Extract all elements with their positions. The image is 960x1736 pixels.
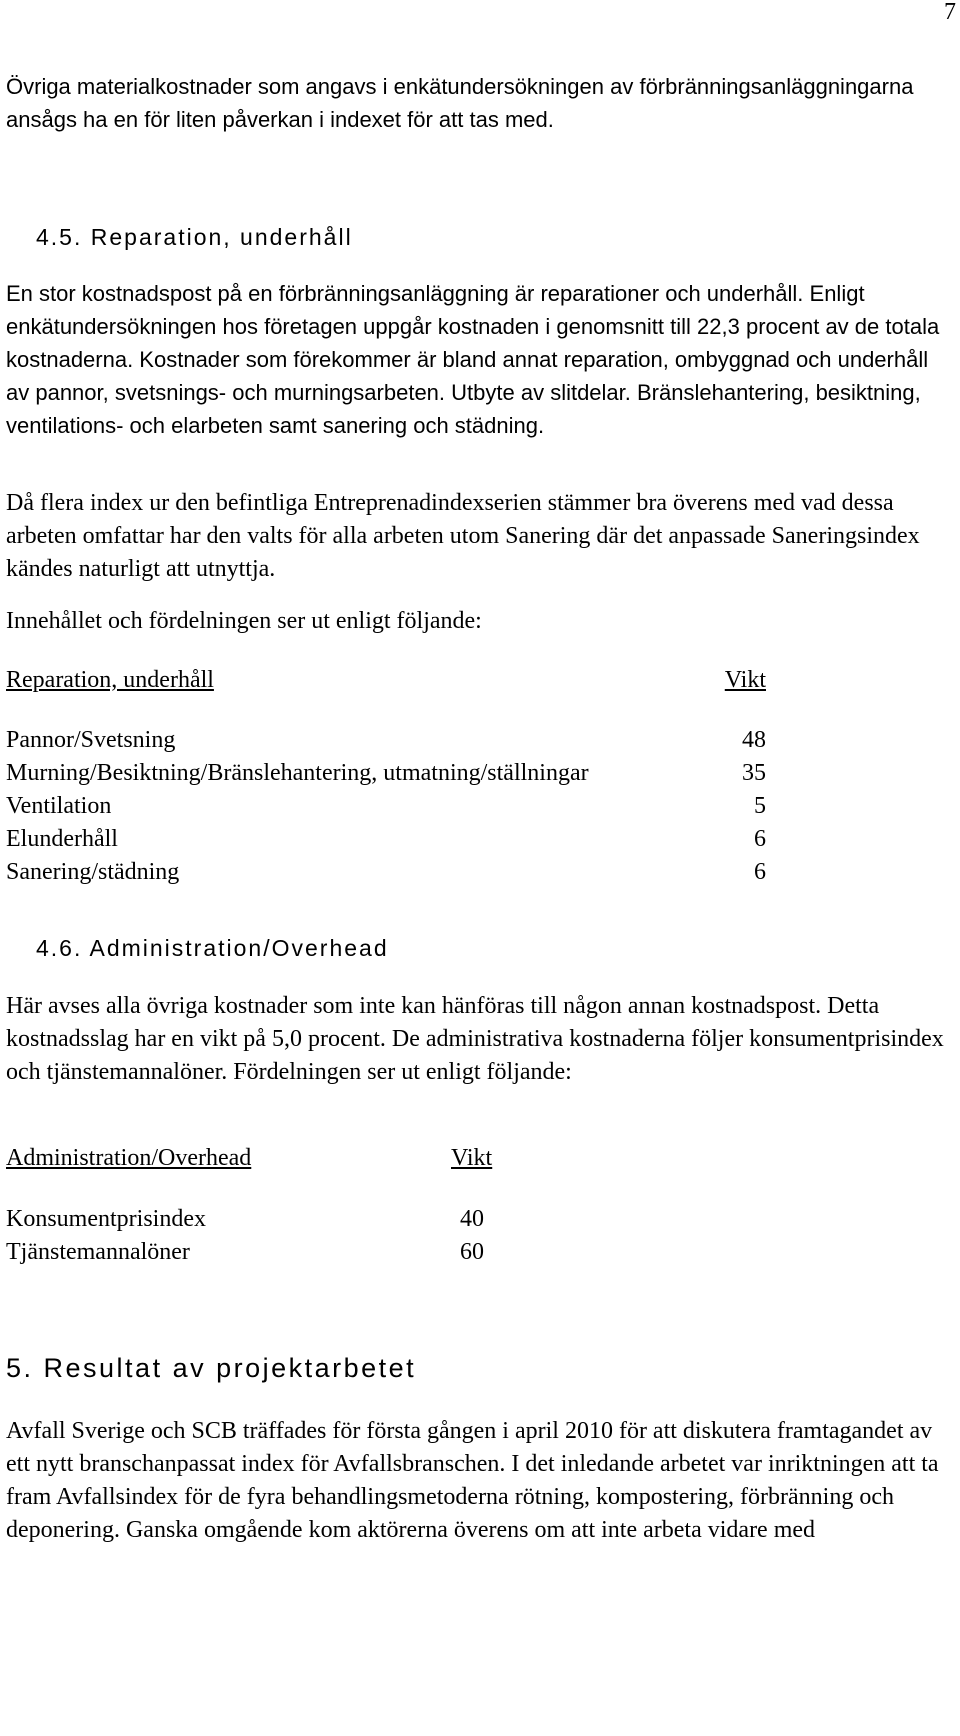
table-row xyxy=(6,1236,484,1269)
admin-paragraph xyxy=(6,990,951,1089)
table-row xyxy=(6,823,766,856)
intro-text: Övriga materialkostnader som angavs i enkätundersökningen av förbränningsanläggningarna ansågs ha en för liten påverkan i indexet för att tas med. xyxy=(6,74,914,132)
row-label: Ventilation xyxy=(6,793,112,819)
section-heading-4-6: 4.6. Administration/Overhead xyxy=(36,935,389,961)
row-weight: 60 xyxy=(460,1239,484,1265)
intro-paragraph xyxy=(6,70,951,136)
row-label: Elunderhåll xyxy=(6,826,118,852)
page-number: 7 xyxy=(944,0,956,25)
table-row xyxy=(6,1203,484,1236)
row-label: Pannor/Svetsning xyxy=(6,727,176,753)
results-paragraph xyxy=(6,1415,951,1547)
row-label: Murning/Besiktning/Bränslehantering, utmatning/ställningar xyxy=(6,760,589,786)
admin-text: Här avses alla övriga kostnader som inte kan hänföras till någon annan kostnadspost. Detta kostnadsslag har en vikt på 5,0 procent. De administrativa kostnaderna följer konsumentprisindex och tjänstemannalöner. Fördelningen ser ut enligt följande: xyxy=(6,993,944,1085)
table-header-label: Administration/Overhead xyxy=(6,1145,252,1171)
table-intro xyxy=(6,605,951,638)
row-label: Konsumentprisindex xyxy=(6,1206,206,1232)
table-row xyxy=(6,790,766,823)
row-label: Tjänstemannalöner xyxy=(6,1239,190,1265)
results-text: Avfall Sverige och SCB träffades för första gången i april 2010 för att diskutera framtagandet av ett nytt branschanpassat index för Avfallsbranschen. I det inledande arbetet var inriktningen att ta fram Avfallsindex för de fyra behandlingsmetoderna rötning, kompostering, förbränning och deponering. Ganska omgående kom aktörerna överens om att inte arbeta vidare med xyxy=(6,1418,939,1543)
table-row xyxy=(6,724,766,757)
table-header-row xyxy=(6,664,766,697)
row-weight: 40 xyxy=(460,1206,484,1232)
row-weight: 6 xyxy=(754,859,766,885)
table-header-row xyxy=(6,1142,493,1175)
table-header-weight: Vikt xyxy=(724,667,766,693)
row-weight: 6 xyxy=(754,826,766,852)
index-text: Då flera index ur den befintliga Entreprenadindexserien stämmer bra överens med vad dessa arbeten omfattar har den valts för alla arbeten utom Sanering där det anpassade Saneringsindex kändes naturligt att utnyttja. xyxy=(6,490,920,582)
row-weight: 35 xyxy=(742,760,766,786)
index-paragraph xyxy=(6,487,951,586)
row-label: Sanering/städning xyxy=(6,859,180,885)
table-row xyxy=(6,856,766,889)
table-intro-text: Innehållet och fördelningen ser ut enligt följande: xyxy=(6,608,482,634)
table-row xyxy=(6,757,766,790)
row-weight: 48 xyxy=(742,727,766,753)
table-header-label: Reparation, underhåll xyxy=(6,667,214,693)
table-header-weight: Vikt xyxy=(451,1145,493,1171)
row-weight: 5 xyxy=(754,793,766,819)
section-heading-5: 5. Resultat av projektarbetet xyxy=(6,1353,417,1383)
repair-text: En stor kostnadspost på en förbränningsanläggning är reparationer och underhåll. Enligt enkätundersökningen hos företagen uppgår kostnaden i genomsnitt till 22,3 procent av de totala kostnaderna. Kostnader som förekommer är bland annat reparation, ombyggnad och underhåll av pannor, svetsnings- och murningsarbeten. Utbyte av slitdelar. Bränslehantering, besiktning, ventilations- och elarbeten samt sanering och städning. xyxy=(6,281,940,438)
repair-weight-table xyxy=(6,664,766,889)
repair-paragraph xyxy=(6,277,951,442)
section-heading-4-5: 4.5. Reparation, underhåll xyxy=(36,224,353,250)
admin-weight-table xyxy=(6,1142,493,1269)
